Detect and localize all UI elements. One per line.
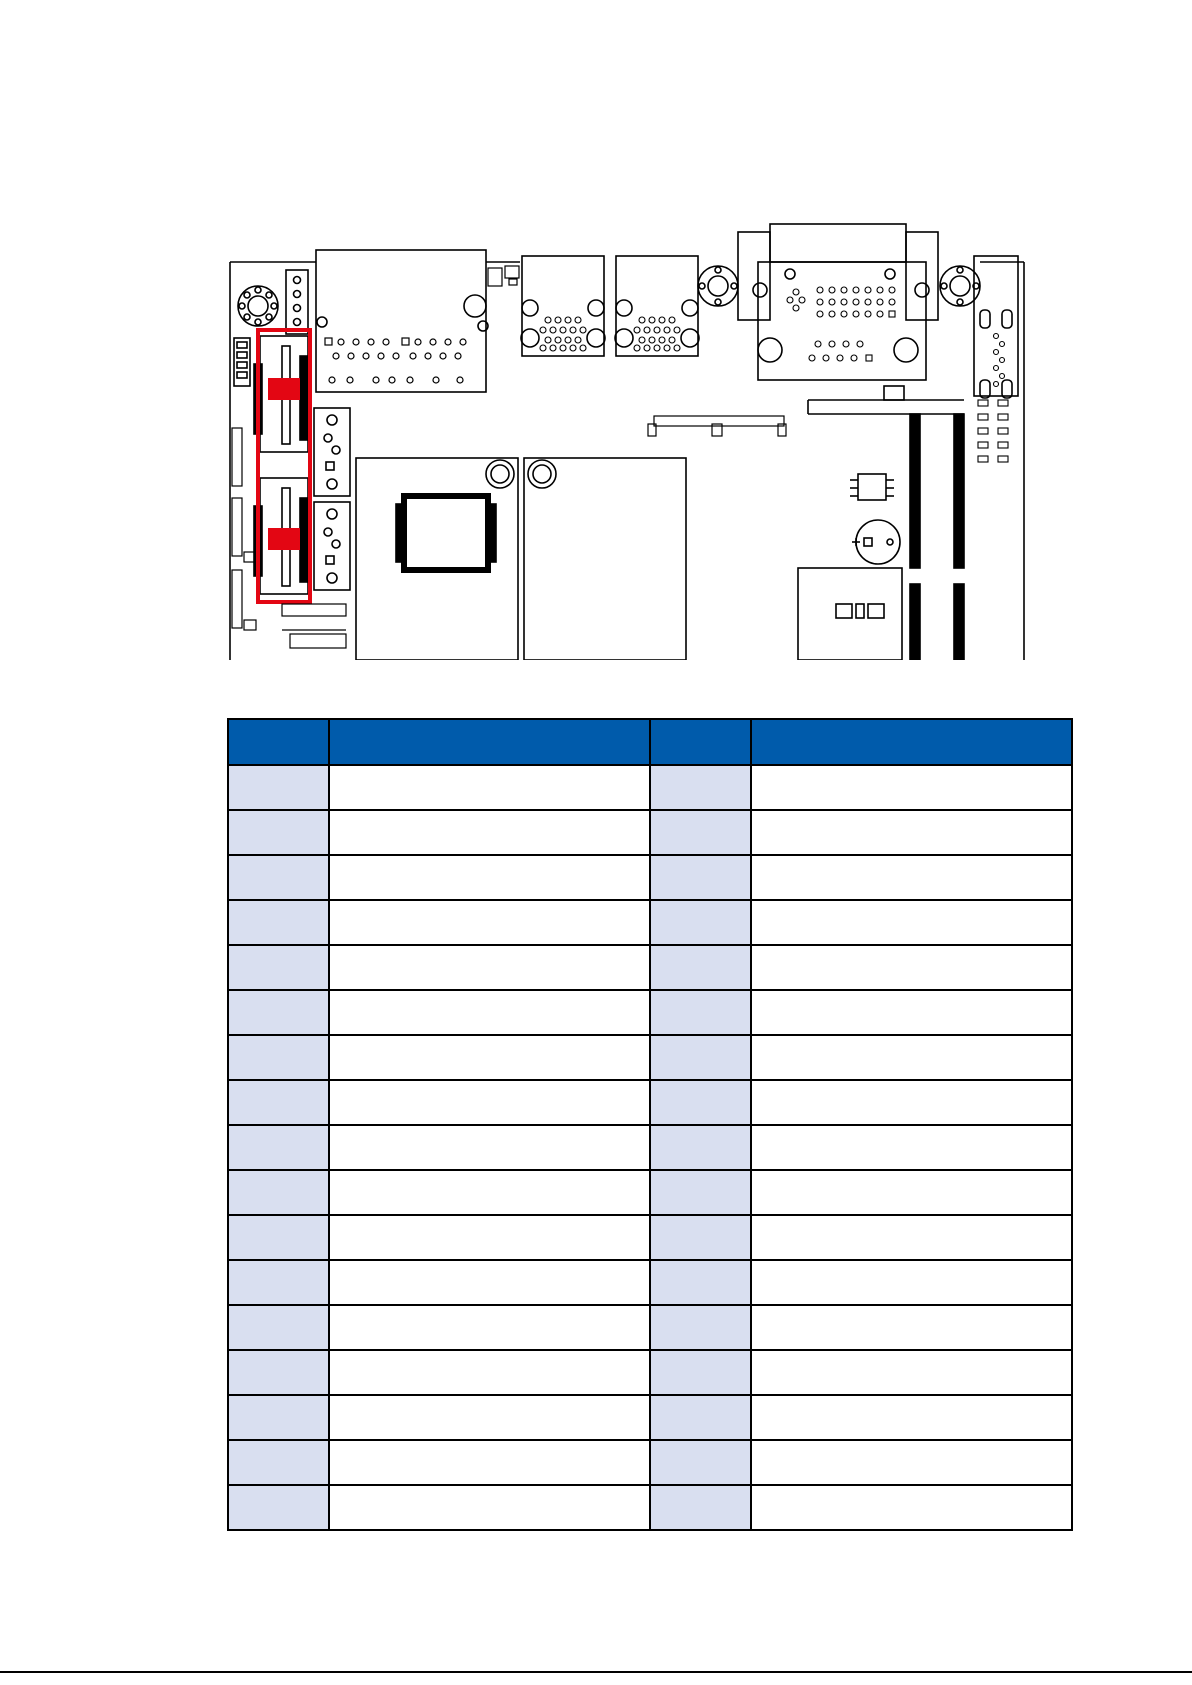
- pin-number-cell: [650, 1125, 751, 1170]
- table-row: [228, 1440, 1072, 1485]
- pin-header-top: [286, 270, 308, 334]
- table-row: [228, 945, 1072, 990]
- signal-name-cell: [329, 900, 650, 945]
- pin-number-cell: [650, 1485, 751, 1530]
- pin-number-cell: [228, 810, 329, 855]
- pin-number-cell: [228, 765, 329, 810]
- side-connector-upper: [314, 408, 350, 496]
- table-row: [228, 1485, 1072, 1530]
- signal-name-cell: [751, 1035, 1072, 1080]
- pin-number-cell: [650, 1215, 751, 1260]
- pin-number-cell: [650, 1035, 751, 1080]
- pin-number-cell: [228, 1305, 329, 1350]
- small-connector-left: [234, 338, 250, 386]
- pin-number-cell: [228, 1125, 329, 1170]
- table-header-row: [228, 719, 1072, 765]
- fpc-connectors-bottom-left: [282, 604, 346, 648]
- display-port-stack: [738, 224, 938, 380]
- header-pin-right: [650, 719, 751, 765]
- signal-name-cell: [751, 900, 1072, 945]
- right-vertical-connector: [974, 256, 1018, 398]
- cpu-area: [356, 458, 518, 660]
- mounting-hole-top-middle: [698, 266, 738, 306]
- table-row: [228, 1080, 1072, 1125]
- pin-number-cell: [650, 900, 751, 945]
- pin-number-cell: [228, 1215, 329, 1260]
- signal-name-cell: [751, 1260, 1072, 1305]
- side-connector-lower: [314, 502, 350, 590]
- table-row: [228, 765, 1072, 810]
- pin-number-cell: [650, 765, 751, 810]
- small-switch: [488, 266, 519, 286]
- signal-name-cell: [751, 990, 1072, 1035]
- table-row: [228, 990, 1072, 1035]
- pin-number-cell: [650, 1170, 751, 1215]
- fpc-connector-horizontal: [648, 416, 786, 436]
- signal-name-cell: [329, 1350, 650, 1395]
- signal-name-cell: [329, 810, 650, 855]
- small-ic: [850, 474, 894, 500]
- pin-number-cell: [650, 1305, 751, 1350]
- signal-name-cell: [751, 1080, 1072, 1125]
- pin-number-cell: [228, 1440, 329, 1485]
- pin-number-cell: [228, 1170, 329, 1215]
- signal-name-cell: [329, 855, 650, 900]
- signal-name-cell: [329, 1260, 650, 1305]
- pin-number-cell: [228, 1035, 329, 1080]
- right-small-headers: [978, 400, 1008, 462]
- chipset-heatsink-area: [524, 458, 686, 660]
- table-row: [228, 855, 1072, 900]
- signal-name-cell: [329, 1215, 650, 1260]
- signal-name-cell: [329, 945, 650, 990]
- pin-number-cell: [650, 1080, 751, 1125]
- signal-name-cell: [751, 765, 1072, 810]
- signal-name-cell: [751, 855, 1072, 900]
- table-row: [228, 1215, 1072, 1260]
- signal-name-cell: [329, 1170, 650, 1215]
- signal-name-cell: [751, 1440, 1072, 1485]
- pin-number-cell: [228, 990, 329, 1035]
- signal-name-cell: [751, 1305, 1072, 1350]
- signal-name-cell: [329, 1035, 650, 1080]
- signal-name-cell: [329, 765, 650, 810]
- pin-number-cell: [228, 900, 329, 945]
- signal-name-cell: [329, 1440, 650, 1485]
- board-layout-diagram: [0, 0, 1192, 660]
- table-row: [228, 810, 1072, 855]
- signal-name-cell: [329, 990, 650, 1035]
- pin-number-cell: [650, 945, 751, 990]
- table-row: [228, 1125, 1072, 1170]
- signal-name-cell: [751, 1485, 1072, 1530]
- signal-name-cell: [329, 1305, 650, 1350]
- page-footer-rule: [0, 1671, 1192, 1673]
- rear-io-block-left: [316, 250, 488, 392]
- sodimm-slot-area: [808, 386, 964, 660]
- signal-name-cell: [329, 1395, 650, 1440]
- pin-number-cell: [228, 855, 329, 900]
- signal-name-cell: [751, 1125, 1072, 1170]
- pin-number-cell: [650, 855, 751, 900]
- table-row: [228, 900, 1072, 945]
- table-row: [228, 1035, 1072, 1080]
- left-edge-headers: [232, 428, 256, 630]
- mounting-hole-center-pair: [486, 460, 556, 488]
- pin-assignment-table: [227, 718, 1073, 1531]
- pin-number-cell: [228, 1395, 329, 1440]
- pin-number-cell: [228, 1080, 329, 1125]
- pin-number-cell: [228, 1485, 329, 1530]
- bottom-right-module: [798, 568, 902, 660]
- signal-name-cell: [751, 1170, 1072, 1215]
- pin-number-cell: [650, 1260, 751, 1305]
- header-signal-right: [751, 719, 1072, 765]
- pin-number-cell: [228, 1350, 329, 1395]
- pin-number-cell: [228, 1260, 329, 1305]
- pin-number-cell: [650, 1350, 751, 1395]
- signal-name-cell: [751, 1215, 1072, 1260]
- header-signal-left: [329, 719, 650, 765]
- mounting-hole-top-left: [238, 286, 278, 326]
- lan-port-2: [615, 256, 699, 356]
- pin-number-cell: [228, 945, 329, 990]
- lan-port-1: [521, 256, 605, 356]
- table-row: [228, 1350, 1072, 1395]
- signal-name-cell: [329, 1125, 650, 1170]
- rtc-battery: [852, 520, 900, 564]
- signal-name-cell: [751, 1395, 1072, 1440]
- signal-name-cell: [329, 1485, 650, 1530]
- pin-number-cell: [650, 810, 751, 855]
- table-row: [228, 1305, 1072, 1350]
- signal-name-cell: [751, 1350, 1072, 1395]
- pin-number-cell: [650, 990, 751, 1035]
- board-outline: [230, 262, 1024, 660]
- table-row: [228, 1260, 1072, 1305]
- table-row: [228, 1395, 1072, 1440]
- table-row: [228, 1170, 1072, 1215]
- pin-number-cell: [650, 1440, 751, 1485]
- signal-name-cell: [751, 945, 1072, 990]
- signal-name-cell: [329, 1080, 650, 1125]
- header-pin-left: [228, 719, 329, 765]
- pin-number-cell: [650, 1395, 751, 1440]
- signal-name-cell: [751, 810, 1072, 855]
